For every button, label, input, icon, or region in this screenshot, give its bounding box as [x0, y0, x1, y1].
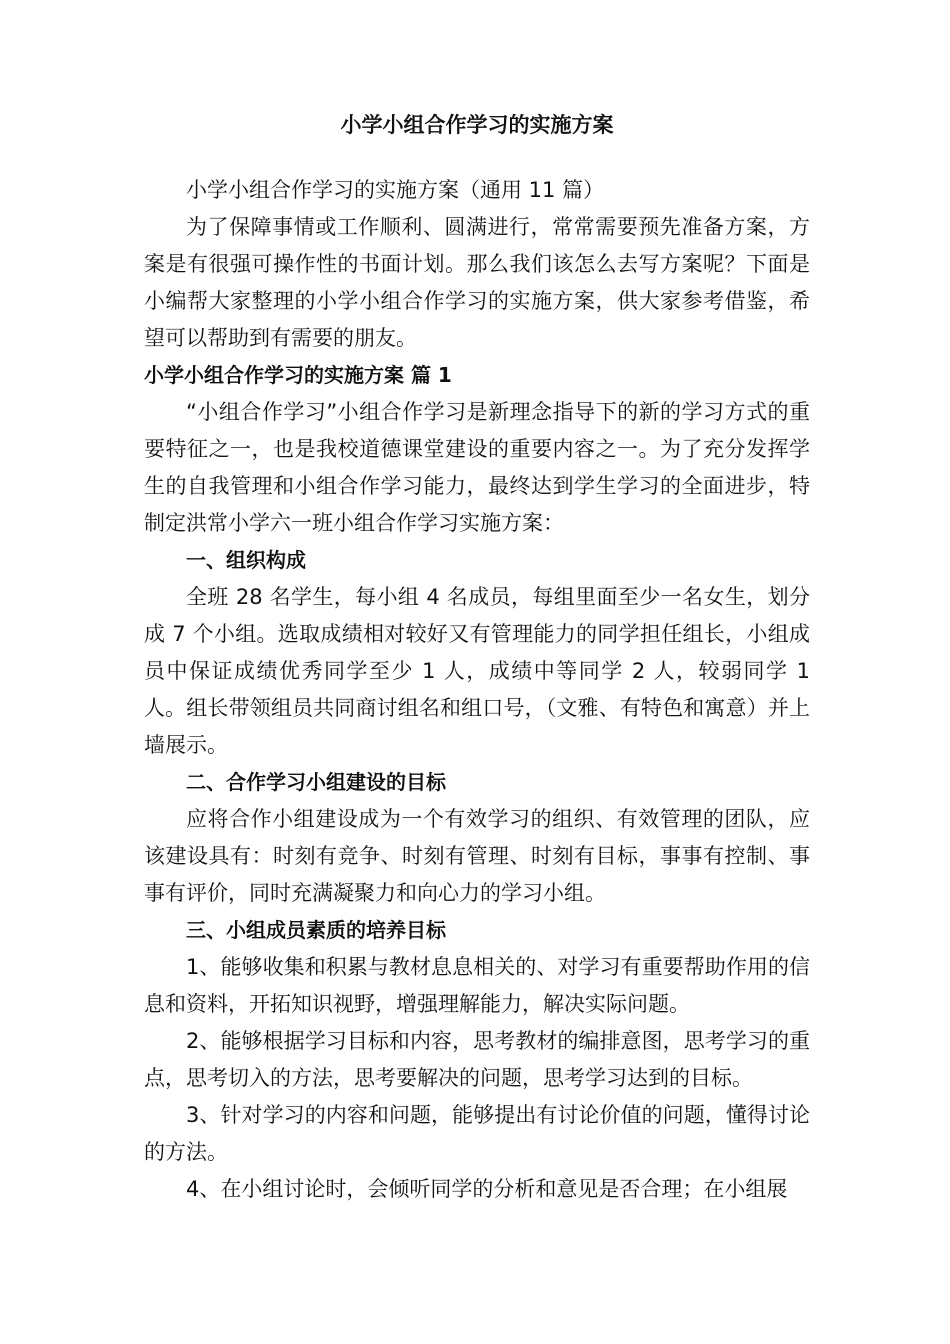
document-title: 小学小组合作学习的实施方案	[340, 113, 614, 137]
list-item: 3、针对学习的内容和问题，能够提出有讨论价值的问题，懂得讨论的方法。	[144, 1103, 810, 1164]
intro-paragraph: 为了保障事情或工作顺利、圆满进行，常常需要预先准备方案，方案是有很强可操作性的书面计划。那么我们该怎么去写方案呢？下面是小编帮大家整理的小学小组合作学习的实施方案，供大家参考借鉴，希望可以帮助到有需要的朋友。	[144, 215, 810, 350]
subheading-goals: 二、合作学习小组建设的目标	[186, 770, 446, 794]
organization-paragraph: 全班 28 名学生，每小组 4 名成员，每组里面至少一名女生，划分成 7 个小组。选取成绩相对较好又有管理能力的同学担任组长，小组成员中保证成绩优秀同学至少 1 人，成绩中等同学 2 人，较弱同学 1 人。组长带领组员共同商讨组名和组口号，（文雅、有特色和寓意）并上墙展示。	[144, 585, 810, 757]
list-item: 4、在小组讨论时，会倾听同学的分析和意见是否合理；在小组展	[186, 1177, 788, 1201]
document-subtitle: 小学小组合作学习的实施方案（通用 11 篇）	[186, 178, 605, 202]
section-paragraph: “小组合作学习”小组合作学习是新理念指导下的新的学习方式的重要特征之一，也是我校道德课堂建设的重要内容之一。为了充分发挥学生的自我管理和小组合作学习能力，最终达到学生学习的全面进步，特制定洪常小学六一班小组合作学习实施方案：	[144, 400, 810, 535]
document-page	[144, 110, 810, 1208]
section-heading: 小学小组合作学习的实施方案 篇 1	[144, 363, 452, 387]
subheading-organization: 一、组织构成	[186, 548, 306, 572]
goals-paragraph: 应将合作小组建设成为一个有效学习的组织、有效管理的团队，应该建设具有：时刻有竞争、时刻有管理、时刻有目标，事事有控制、事事有评价，同时充满凝聚力和向心力的学习小组。	[144, 807, 810, 905]
subheading-training-goals: 三、小组成员素质的培养目标	[186, 918, 446, 942]
list-item: 2、能够根据学习目标和内容，思考教材的编排意图，思考学习的重点，思考切入的方法，思考要解决的问题，思考学习达到的目标。	[144, 1029, 810, 1090]
list-item: 1、能够收集和积累与教材息息相关的、对学习有重要帮助作用的信息和资料，开拓知识视野，增强理解能力，解决实际问题。	[144, 955, 810, 1016]
